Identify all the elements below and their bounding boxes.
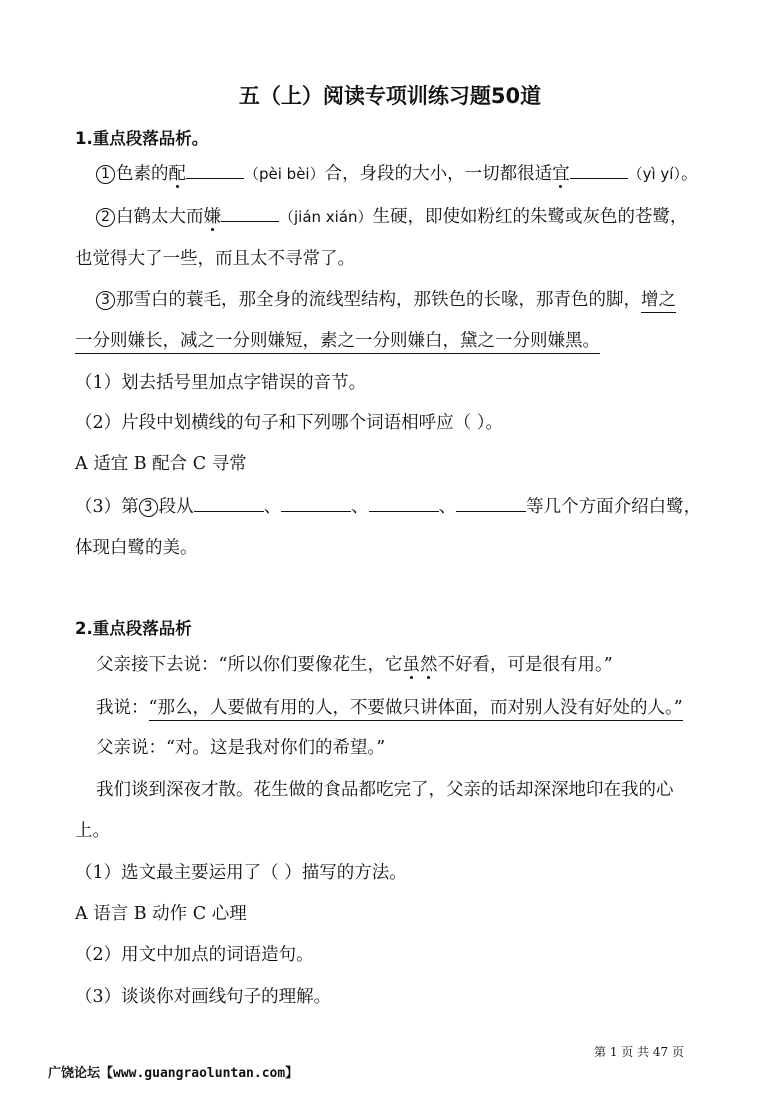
answer-blank[interactable] [194, 494, 264, 512]
s2-line-4-cont: 上。 [75, 821, 110, 841]
s1-question-2: （2）片段中划横线的句子和下列哪个词语相呼应（ ）。 [75, 413, 503, 433]
underlined-sentence: “那么，人要做有用的人，不要做只讲体面，而对别人没有好处的人。” [149, 698, 683, 721]
dotted-char: 嫌 [203, 207, 221, 227]
dotted-char: 配 [168, 164, 186, 184]
dotted-char: 宜 [552, 164, 570, 184]
s2-question-1-options: A 语言 B 动作 C 心理 [75, 904, 247, 924]
answer-blank[interactable] [221, 204, 279, 222]
s1-paragraph-3: 3 那雪白的蓑毛，那全身的流线型结构，那铁色的长喙，那青色的脚，增之 [96, 288, 676, 312]
page-number: 第 1 页 共 47 页 [594, 1045, 684, 1059]
site-footer: 广饶论坛【www.guangraoluntan.com】 [48, 1066, 299, 1081]
section-1-heading: 1.重点段落品析。 [75, 129, 209, 148]
s2-line-4: 我们谈到深夜才散。花生做的食品都吃完了，父亲的话却深深地印在我的心 [96, 780, 674, 800]
s2-question-2: （2）用文中加点的词语造句。 [75, 945, 314, 965]
s1-paragraph-2-line-2: 也觉得大了一些，而且太不寻常了。 [75, 249, 355, 269]
s2-line-1: 父亲接下去说：“所以你们要像花生，它虽然不好看，可是很有用。” [96, 655, 613, 675]
s2-question-1: （1）选文最主要运用了（ ）描写的方法。 [75, 863, 407, 883]
s1-question-3: （3）第 3 段从 、 、 、 等几个方面介绍白鹭， [75, 494, 701, 519]
s1-question-1: （1）划去括号里加点字错误的音节。 [75, 373, 367, 393]
underlined-sentence: 增之 [641, 290, 676, 313]
answer-blank[interactable] [186, 161, 244, 179]
s1-question-2-options: A 适宜 B 配合 C 寻常 [75, 454, 247, 474]
circled-number-3: 3 [96, 291, 115, 310]
s1-question-3-line-2: 体现白鹭的美。 [75, 538, 198, 558]
underlined-sentence: 一分则嫌长，减之一分则嫌短，素之一分则嫌白，黛之一分则嫌黑。 [75, 331, 600, 354]
answer-blank[interactable] [281, 494, 351, 512]
answer-blank[interactable] [456, 494, 526, 512]
circled-number-1: 1 [96, 165, 115, 184]
dotted-char: 虽 [402, 655, 420, 675]
s2-line-3: 父亲说：“对。这是我对你们的希望。” [96, 738, 386, 758]
dotted-char: 然 [419, 655, 438, 675]
s2-question-3: （3）谈谈你对画线句子的理解。 [75, 987, 332, 1007]
page-title: 五（上）阅读专项训练习题50道 [238, 84, 542, 108]
s1-paragraph-2: 2 白鹤太大而嫌 （jián xián）生硬，即使如粉红的朱鹭或灰色的苍鹭， [96, 204, 688, 229]
answer-blank[interactable] [570, 161, 628, 179]
s1-paragraph-3-line-2 [75, 329, 600, 353]
s2-line-2: 我说：“那么，人要做有用的人，不要做只讲体面，而对别人没有好处的人。” [96, 696, 683, 720]
s1-paragraph-1: 1 色素的配 （pèi bèi）合，身段的大小，一切都很适宜 （yì yí）。 [96, 161, 698, 186]
answer-blank[interactable] [369, 494, 439, 512]
circled-number-2: 2 [96, 208, 115, 227]
circled-number-3: 3 [139, 498, 158, 517]
section-2-heading: 2.重点段落品析 [75, 619, 192, 638]
